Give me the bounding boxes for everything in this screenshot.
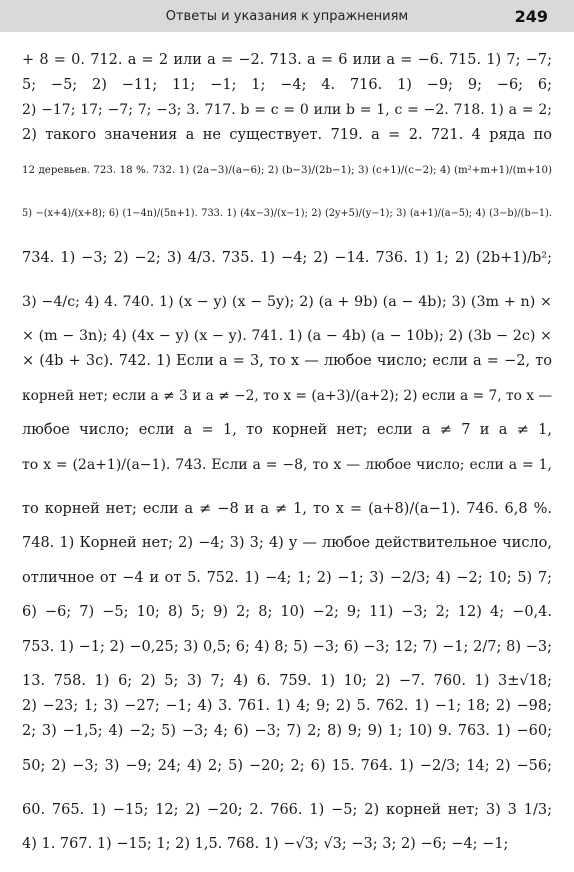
text-line: × (4b + 3c). 742. 1) Если a = 3, то x — любое число; если a = −2, то	[22, 353, 552, 369]
text-line: 60. 765. 1) −15; 12; 2) −20; 2. 766. 1) −5; 2) корней нет; 3) 3 1/3;	[22, 802, 552, 818]
text-line: отличное от −4 и от 5. 752. 1) −4; 1; 2) −1; 3) −2/3; 4) −2; 10; 5) 7;	[22, 570, 552, 586]
text-line: 2) −17; 17; −7; 7; −3; 3. 717. b = c = 0 или b = 1, c = −2. 718. 1) a = 2;	[22, 102, 552, 118]
text-line: 748. 1) Корней нет; 2) −4; 3) 3; 4) y — любое действительное число,	[22, 535, 552, 551]
text-line: 12 деревьев. 723. 18 %. 732. 1) (2a−3)/(a−6); 2) (b−3)/(2b−1); 3) (c+1)/(c−2); 4) (m²+m+1)/(m+10)	[22, 164, 552, 176]
text-line: + 8 = 0. 712. a = 2 или a = −2. 713. a = 6 или a = −6. 715. 1) 7; −7;	[22, 52, 552, 68]
text-line: 2) −23; 1; 3) −27; −1; 4) 3. 761. 1) 4; 9; 2) 5. 762. 1) −1; 18; 2) −98;	[22, 698, 552, 714]
answers-text	[22, 48, 552, 857]
text-line: 734. 1) −3; 2) −2; 3) 4/3. 735. 1) −4; 2) −14. 736. 1) 1; 2) (2b+1)/b²;	[22, 250, 552, 266]
text-line: 2) такого значения a не существует. 719. a = 2. 721. 4 ряда по	[22, 127, 552, 143]
text-line: 50; 2) −3; 3) −9; 24; 4) 2; 5) −20; 2; 6) 15. 764. 1) −2/3; 14; 2) −56;	[22, 758, 552, 774]
text-line: 4) 1. 767. 1) −15; 1; 2) 1,5. 768. 1) −√3; √3; −3; 3; 2) −6; −4; −1;	[22, 836, 509, 852]
text-line: × (m − 3n); 4) (4x − y) (x − y). 741. 1) (a − 4b) (a − 10b); 2) (3b − 2c) ×	[22, 328, 552, 344]
text-line: корней нет; если a ≠ 3 и a ≠ −2, то x = (a+3)/(a+2); 2) если a = 7, то x —	[22, 388, 552, 404]
text-line: то x = (2a+1)/(a−1). 743. Если a = −8, то x — любое число; если a = 1,	[22, 457, 552, 473]
text-line: 5; −5; 2) −11; 11; −1; 1; −4; 4. 716. 1) −9; 9; −6; 6;	[22, 77, 552, 93]
text-line: то корней нет; если a ≠ −8 и a ≠ 1, то x = (a+8)/(a−1). 746. 6,8 %.	[22, 501, 552, 517]
text-line: 5) −(x+4)/(x+8); 6) (1−4n)/(5n+1). 733. 1) (4x−3)/(x−1); 2) (2y+5)/(y−1); 3) (a+1)/(a−5); 4) (3−b)/(b−1).	[22, 208, 552, 219]
page-number: 249	[514, 7, 548, 26]
text-line: 6) −6; 7) −5; 10; 8) 5; 9) 2; 8; 10) −2; 9; 11) −3; 2; 12) 4; −0,4.	[22, 604, 552, 620]
text-line: любое число; если a = 1, то корней нет; если a ≠ 7 и a ≠ 1,	[22, 422, 552, 438]
running-head: Ответы и указания к упражнениям	[165, 9, 409, 24]
text-line: 753. 1) −1; 2) −0,25; 3) 0,5; 6; 4) 8; 5) −3; 6) −3; 12; 7) −1; 2/7; 8) −3;	[22, 639, 552, 655]
text-line: 3) −4/c; 4) 4. 740. 1) (x − y) (x − 5y); 2) (a + 9b) (a − 4b); 3) (3m + n) ×	[22, 294, 552, 310]
text-line: 2; 3) −1,5; 4) −2; 5) −3; 4; 6) −3; 7) 2; 8) 9; 9) 1; 10) 9. 763. 1) −60;	[22, 723, 552, 739]
text-line: 13. 758. 1) 6; 2) 5; 3) 7; 4) 6. 759. 1) 10; 2) −7. 760. 1) 3±√18;	[22, 673, 552, 689]
